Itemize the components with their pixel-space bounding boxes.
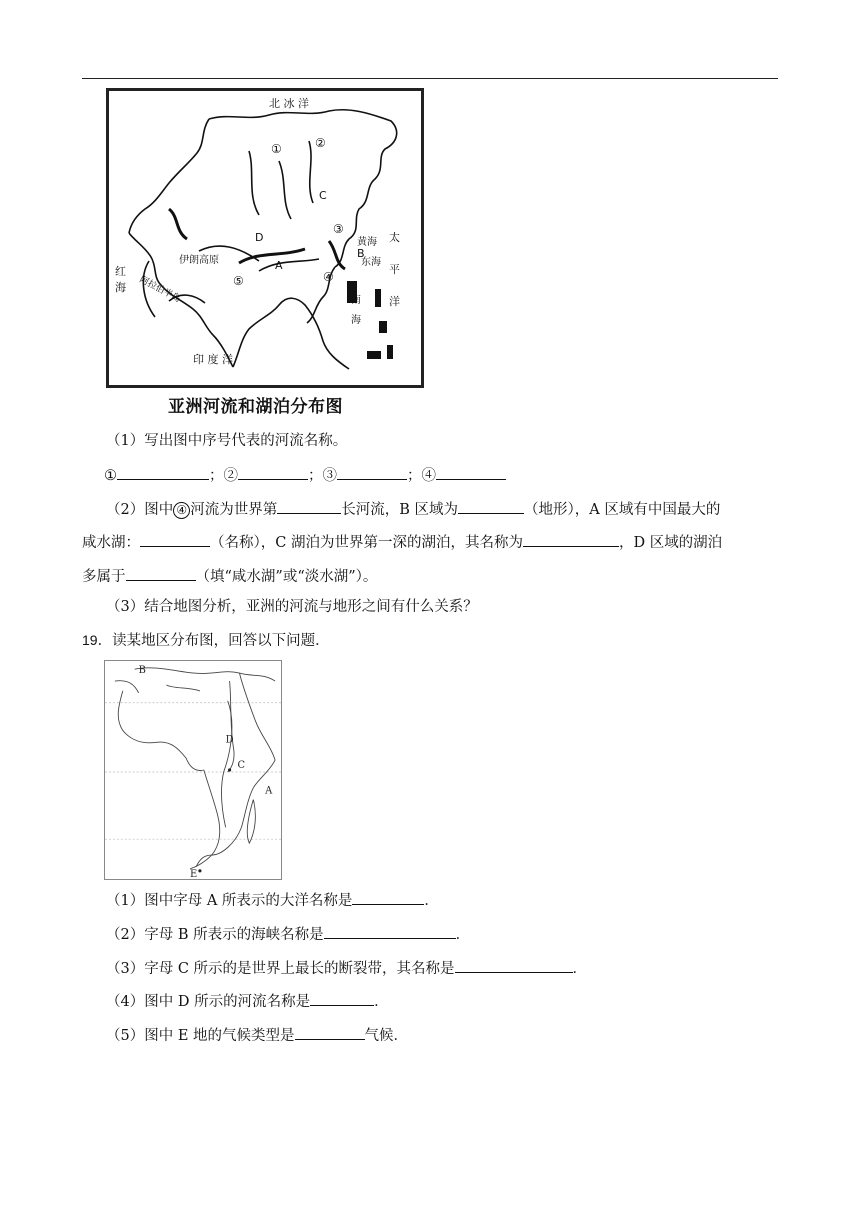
- label-pacific-1: 太: [389, 231, 400, 244]
- label-d: D: [255, 231, 264, 244]
- asia-map-drawing: [109, 91, 421, 385]
- answer-blank-river-4[interactable]: [436, 463, 506, 480]
- label-a: A: [275, 259, 283, 272]
- q18-sub2-circle: ④: [173, 502, 190, 519]
- q19-item3-text: （3）字母 C 所示的是世界上最长的断裂带，其名称是: [106, 961, 455, 977]
- answer-blank-river[interactable]: [310, 989, 374, 1006]
- label-c: C: [319, 189, 327, 202]
- label-2: ②: [315, 136, 326, 150]
- label-b: B: [357, 247, 365, 260]
- label-pacific-3: 洋: [389, 295, 400, 308]
- asia-rivers-map: [106, 88, 424, 388]
- label-arabia: 阿拉伯半岛: [137, 274, 183, 305]
- q18-sub2-text-a: （2）图中: [106, 502, 174, 518]
- label-pacific-2: 平: [389, 263, 400, 276]
- answer-blank-salt-lake[interactable]: [140, 530, 210, 547]
- label-3: ③: [333, 222, 344, 236]
- answer-blank-lake-type[interactable]: [126, 564, 196, 581]
- answer-blank-river-1[interactable]: [117, 463, 209, 480]
- answer-blank-climate[interactable]: [295, 1023, 365, 1040]
- q19-item-4: [106, 989, 389, 1012]
- africa-map: [104, 660, 282, 880]
- q19-item5-text: （5）图中 E 地的气候类型是: [106, 1028, 295, 1044]
- q19-item-1: [106, 888, 439, 911]
- label-red-sea-2: 海: [115, 281, 126, 294]
- q19-item2-text: （2）字母 B 所表示的海峡名称是: [106, 927, 324, 943]
- q19-item4-text: （4）图中 D 所示的河流名称是: [106, 994, 311, 1010]
- answer-blank-deepest-lake[interactable]: [523, 530, 619, 547]
- answer-blank-rank[interactable]: [277, 497, 341, 514]
- q18-sub3: （3）结合地图分析，亚洲的河流与地形之间有什么关系？: [106, 599, 478, 615]
- label-red-sea-1: 红: [115, 265, 126, 278]
- label-yellow-sea: 黄海: [357, 237, 377, 248]
- q18-sub1-answers: [104, 463, 506, 486]
- q19-item-5: [106, 1023, 408, 1046]
- map2-label-b: B: [138, 665, 146, 677]
- q18-sub2-text-f: （名称），C 湖泊为世界第一深的湖泊，其名称为: [210, 535, 523, 551]
- map2-label-c: C: [237, 760, 246, 772]
- q18-sub2-text-i: （填“咸水湖”或“淡水湖”）。: [195, 569, 378, 585]
- answer-blank-rift[interactable]: [455, 956, 573, 973]
- map1-caption: 亚洲河流和湖泊分布图: [168, 397, 343, 417]
- map2-label-a: A: [265, 785, 273, 797]
- q18-sub1: （1）写出图中序号代表的河流名称。: [106, 433, 348, 449]
- q19-item5-end: 气候．: [364, 1028, 409, 1044]
- map2-label-e: E: [190, 868, 198, 879]
- answer-blank-landform[interactable]: [458, 497, 524, 514]
- label-iran: 伊朗高原: [179, 255, 219, 266]
- q19-item-2: [106, 922, 470, 945]
- answer-blank-strait[interactable]: [324, 922, 456, 939]
- q18-sub2-text-h: 多属于: [82, 569, 126, 585]
- header-rule: [82, 78, 778, 79]
- q19-item1-end: ．: [424, 893, 439, 909]
- q19-item2-end: ．: [455, 927, 471, 943]
- answer-blank-river-2[interactable]: [238, 463, 308, 480]
- label-indian: 印 度 洋: [193, 353, 233, 366]
- q18-sub2-line2: [82, 530, 722, 553]
- answer-blank-ocean[interactable]: [352, 888, 424, 905]
- q19-item4-end: ．: [374, 994, 389, 1010]
- q19-stem-text: ．读某地区分布图，回答以下问题．: [97, 633, 330, 649]
- label-4: ④: [323, 270, 334, 284]
- map2-label-d: D: [225, 734, 234, 746]
- q19-item-3: [106, 956, 587, 979]
- label-arctic: 北 冰 洋: [269, 97, 309, 110]
- q18-sub2-line1: [106, 497, 720, 520]
- q19-stem: [82, 630, 330, 651]
- label-east-sea: 东海: [361, 257, 381, 268]
- label-1: ①: [271, 142, 282, 156]
- q18-item2-label: ；②: [209, 468, 238, 484]
- answer-blank-river-3[interactable]: [337, 463, 407, 480]
- q18-sub2-text-e: 咸水湖：: [82, 535, 140, 551]
- q18-sub2-text-g: ，D 区域的湖泊: [618, 535, 723, 551]
- q19-number: 19: [82, 632, 98, 648]
- label-south-sea-1: 南: [351, 295, 361, 306]
- q18-sub2-text-d: （地形），A 区域有中国最大的: [524, 502, 721, 518]
- q19-item3-end: ．: [572, 961, 588, 977]
- q19-item1-text: （1）图中字母 A 所表示的大洋名称是: [106, 893, 353, 909]
- q18-item4-label: ；④: [407, 468, 436, 484]
- q18-item1-label: ①: [104, 468, 117, 484]
- label-5: ⑤: [233, 274, 244, 288]
- q18-sub2-line3: [82, 564, 377, 587]
- q18-item3-label: ；③: [308, 468, 337, 484]
- africa-map-drawing: [105, 661, 281, 879]
- label-south-sea-2: 海: [351, 315, 361, 326]
- q18-sub2-text-c: 长河流，B 区域为: [341, 502, 458, 518]
- q18-sub2-text-b: 河流为世界第: [190, 502, 278, 518]
